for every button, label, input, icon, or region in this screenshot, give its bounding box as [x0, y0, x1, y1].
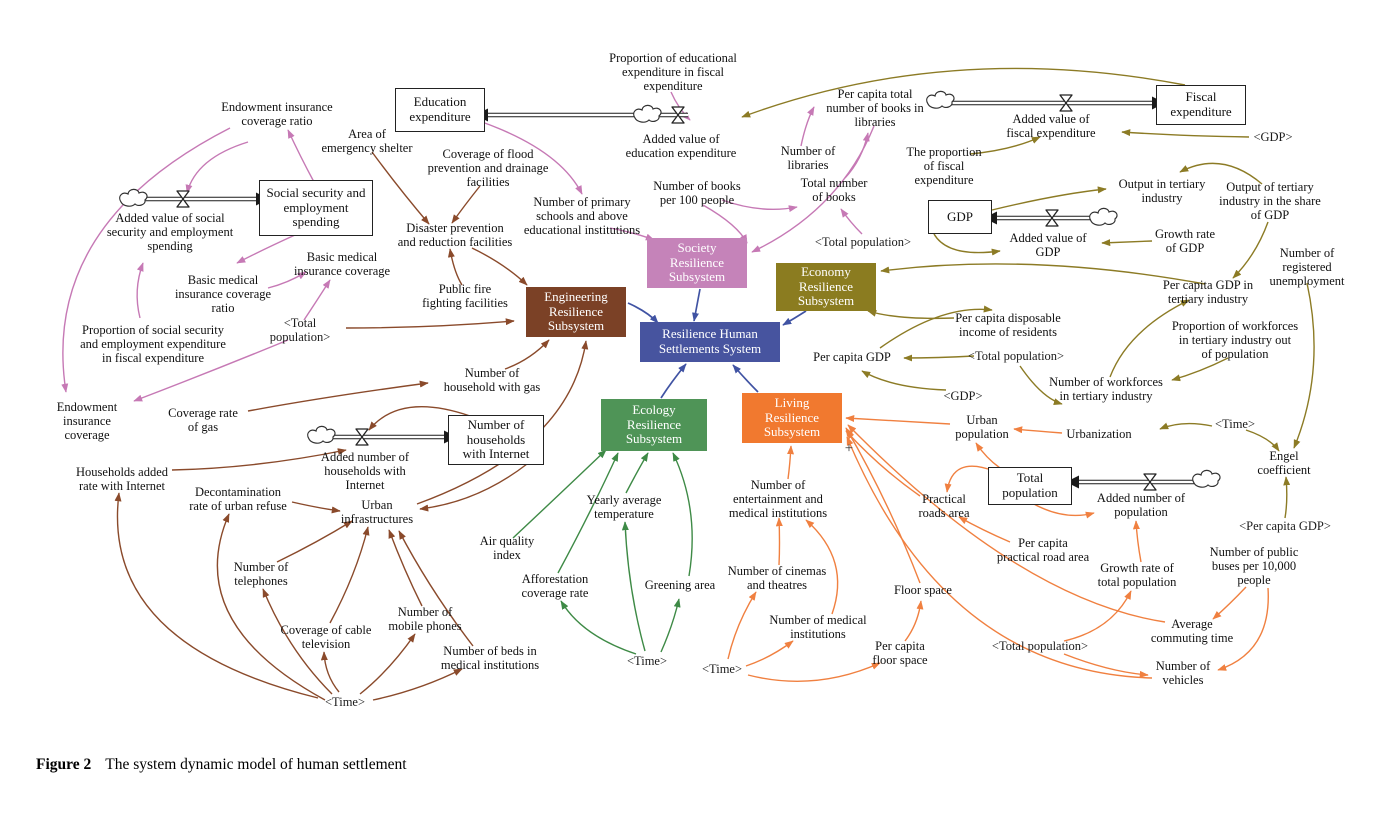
- causal-link-pink: [288, 130, 314, 182]
- added-value-education-expenditure: Added value of education expenditure: [625, 132, 737, 160]
- causal-link-pink: [137, 263, 143, 318]
- society-subsystem: Society Resilience Subsystem: [647, 238, 747, 288]
- causal-link-olive: [742, 68, 1185, 117]
- causal-link-brown: [248, 383, 428, 411]
- basic-medical-insurance-coverage: Basic medical insurance coverage: [293, 250, 391, 278]
- number-cinemas-theatres: Number of cinemas and theatres: [727, 564, 827, 592]
- proportion-workforces-tertiary: Proportion of workforces in tertiary industry out of population: [1171, 319, 1299, 361]
- causal-link-brown: [420, 464, 527, 509]
- causal-link-orange: [748, 663, 880, 681]
- causal-link-olive: [904, 356, 974, 358]
- engineering-subsystem: Engineering Resilience Subsystem: [526, 287, 626, 337]
- flow-pipe: [1066, 470, 1220, 490]
- number-of-libraries: Number of libraries: [780, 144, 836, 172]
- proportion-educational-expenditure: Proportion of educational expenditure in fiscal expenditure: [609, 51, 737, 93]
- internet-households-stock: Number of households with Internet: [448, 415, 544, 465]
- causal-link-olive: [881, 264, 1205, 284]
- coverage-flood-prevention: Coverage of flood prevention and drainage facilities: [427, 147, 549, 189]
- households-added-rate-internet: Households added rate with Internet: [76, 465, 168, 493]
- plus-sign: +: [844, 440, 854, 457]
- figure-caption: [36, 756, 407, 774]
- causal-link-orange: [947, 466, 994, 492]
- total-population-shadow-living: <Total population>: [991, 639, 1089, 653]
- causal-link-olive: [862, 371, 946, 390]
- average-commuting-time: Average commuting time: [1150, 617, 1234, 645]
- causal-link-brown: [117, 493, 318, 698]
- added-number-population: Added number of population: [1096, 491, 1186, 519]
- engel-coefficient: Engel coefficient: [1257, 449, 1311, 477]
- causal-link-olive: [992, 189, 1106, 210]
- growth-rate-total-population: Growth rate of total population: [1097, 561, 1177, 589]
- causal-link-brown: [292, 502, 340, 511]
- total-population-shadow-economy: <Total population>: [967, 349, 1065, 363]
- causal-link-blue: [628, 303, 658, 323]
- per-capita-gdp: Per capita GDP: [813, 350, 891, 364]
- number-medical-institutions: Number of medical institutions: [769, 613, 867, 641]
- causal-link-orange: [905, 601, 921, 641]
- causal-link-olive: [934, 234, 1000, 253]
- ecology-subsystem: Ecology Resilience Subsystem: [601, 399, 707, 451]
- causal-link-blue: [661, 364, 686, 398]
- causal-link-pink: [801, 107, 814, 146]
- per-capita-gdp-shadow: <Per capita GDP>: [1239, 519, 1331, 533]
- causal-link-brown: [277, 521, 352, 562]
- figure-title: The system dynamic model of human settlement: [105, 756, 407, 773]
- air-quality-index: Air quality index: [479, 534, 535, 562]
- causal-link-brown: [373, 669, 462, 700]
- cloud-icon: [308, 426, 335, 443]
- per-capita-practical-road-area: Per capita practical road area: [996, 536, 1090, 564]
- coverage-rate-of-gas: Coverage rate of gas: [168, 406, 238, 434]
- per-capita-gdp-tertiary: Per capita GDP in tertiary industry: [1162, 278, 1254, 306]
- causal-link-olive: [1233, 222, 1268, 278]
- gdp-stock: GDP: [928, 200, 992, 234]
- endowment-insurance-coverage: Endowment insurance coverage: [56, 400, 118, 442]
- gdp-shadow-top: <GDP>: [1253, 130, 1293, 144]
- causal-link-pink: [187, 142, 248, 193]
- flow-pipe: [984, 208, 1117, 226]
- time-shadow-ecology: <Time>: [626, 654, 668, 668]
- causal-link-olive: [868, 311, 954, 318]
- gdp-shadow-mid: <GDP>: [943, 389, 983, 403]
- figure-label: Figure 2: [36, 756, 92, 773]
- time-shadow-economy: <Time>: [1214, 417, 1256, 431]
- output-tertiary-industry: Output in tertiary industry: [1118, 177, 1206, 205]
- disaster-prevention-facilities: Disaster prevention and reduction facilities: [397, 221, 513, 249]
- total-population-stock: Total population: [988, 467, 1072, 505]
- number-workforces-tertiary: Number of workforces in tertiary industry: [1049, 375, 1163, 403]
- causal-link-green: [625, 522, 645, 651]
- causal-link-brown: [346, 321, 514, 328]
- number-books-per-100: Number of books per 100 people: [653, 179, 741, 207]
- causal-link-brown: [505, 340, 549, 369]
- practical-roads-area: Practical roads area: [918, 492, 970, 520]
- afforestation-coverage-rate: Afforestation coverage rate: [521, 572, 589, 600]
- causal-link-olive: [1246, 430, 1279, 451]
- added-value-fiscal-expenditure: Added value of fiscal expenditure: [1006, 112, 1096, 140]
- causal-link-blue: [733, 365, 758, 392]
- flow-pipe: [927, 91, 1165, 111]
- causal-link-blue: [694, 289, 700, 321]
- causal-link-olive: [1294, 283, 1314, 448]
- per-capita-floor-space: Per capita floor space: [872, 639, 928, 667]
- number-primary-schools: Number of primary schools and above educational institutions: [523, 195, 641, 237]
- causal-link-brown: [172, 450, 346, 470]
- number-of-vehicles: Number of vehicles: [1155, 659, 1211, 687]
- basic-medical-insurance-coverage-ratio: Basic medical insurance coverage ratio: [174, 273, 272, 315]
- proportion-fiscal-expenditure: The proportion of fiscal expenditure: [906, 145, 982, 187]
- causal-link-orange: [846, 431, 920, 496]
- cloud-icon: [1193, 470, 1220, 487]
- causal-link-brown: [372, 152, 429, 224]
- causal-link-brown: [324, 652, 339, 692]
- total-population-shadow-society: <Total population>: [814, 235, 912, 249]
- causal-link-brown: [450, 249, 462, 285]
- causal-link-olive: [1172, 358, 1228, 380]
- number-household-with-gas: Number of household with gas: [443, 366, 541, 394]
- causal-link-pink: [237, 235, 295, 263]
- causal-link-brown: [330, 527, 368, 623]
- greening-area: Greening area: [644, 578, 716, 592]
- number-public-buses: Number of public buses per 10,000 people: [1209, 545, 1299, 587]
- time-shadow-living: <Time>: [701, 662, 743, 676]
- cloud-icon: [927, 91, 954, 108]
- causal-link-orange: [1136, 521, 1141, 562]
- floor-space: Floor space: [894, 583, 952, 597]
- causal-link-green: [673, 453, 692, 576]
- number-mobile-phones: Number of mobile phones: [388, 605, 462, 633]
- growth-rate-gdp: Growth rate of GDP: [1154, 227, 1216, 255]
- coverage-cable-television: Coverage of cable television: [280, 623, 372, 651]
- causal-link-brown: [472, 248, 527, 285]
- cloud-icon: [1090, 208, 1117, 225]
- causal-link-orange: [788, 446, 791, 479]
- flow-pipe: [475, 105, 688, 123]
- endowment-insurance-coverage-ratio: Endowment insurance coverage ratio: [221, 100, 333, 128]
- yearly-average-temperature: Yearly average temperature: [586, 493, 662, 521]
- causal-link-orange: [746, 641, 793, 666]
- causal-link-olive: [1160, 424, 1212, 429]
- urban-infrastructures: Urban infrastructures: [340, 498, 414, 526]
- causal-link-olive: [1122, 132, 1249, 137]
- causal-link-green: [561, 601, 636, 654]
- living-subsystem: Living Resilience Subsystem: [742, 393, 842, 443]
- causal-link-orange: [846, 418, 950, 424]
- fiscal-expenditure-stock: Fiscal expenditure: [1156, 85, 1246, 125]
- number-beds-medical: Number of beds in medical institutions: [440, 644, 540, 672]
- causal-link-olive: [1285, 477, 1287, 518]
- resilience-human-settlements-system: Resilience Human Settlements System: [640, 322, 780, 362]
- causal-link-pink: [304, 280, 330, 320]
- urbanization: Urbanization: [1066, 427, 1132, 441]
- number-of-telephones: Number of telephones: [233, 560, 289, 588]
- social-security-spending-stock: Social security and employment spending: [259, 180, 373, 236]
- time-shadow-infrastructure: <Time>: [324, 695, 366, 709]
- total-number-of-books: Total number of books: [800, 176, 868, 204]
- urban-population: Urban population: [955, 413, 1009, 441]
- causal-link-pink: [841, 209, 862, 234]
- economy-subsystem: Economy Resilience Subsystem: [776, 263, 876, 311]
- per-capita-books-libraries: Per capita total number of books in libraries: [826, 87, 924, 129]
- number-entertainment-medical: Number of entertainment and medical institutions: [728, 478, 828, 520]
- proportion-social-security-expenditure: Proportion of social security and employment expenditure in fiscal expenditure: [80, 323, 226, 365]
- flow-pipe: [308, 426, 457, 445]
- causal-link-orange: [976, 443, 1000, 468]
- causal-link-green: [626, 453, 648, 493]
- decontamination-rate-urban-refuse: Decontamination rate of urban refuse: [189, 485, 287, 513]
- causal-link-pink: [845, 133, 868, 178]
- causal-link-orange: [728, 592, 756, 659]
- added-value-gdp: Added value of GDP: [1009, 231, 1087, 259]
- causal-link-orange: [1213, 587, 1246, 619]
- causal-link-blue: [783, 311, 806, 325]
- causal-link-olive: [1102, 241, 1152, 243]
- per-capita-disposable-income: Per capita disposable income of residents: [955, 311, 1061, 339]
- causal-link-orange: [1014, 429, 1062, 433]
- causal-link-orange: [846, 428, 920, 583]
- cloud-icon: [634, 105, 661, 122]
- public-fire-fighting-facilities: Public fire fighting facilities: [422, 282, 508, 310]
- causal-link-orange: [1064, 591, 1131, 641]
- causal-link-orange: [779, 518, 780, 565]
- added-value-social-security-spending: Added value of social security and employment spending: [106, 211, 234, 253]
- number-registered-unemployment: Number of registered unemployment: [1269, 246, 1345, 288]
- education-expenditure-stock: Education expenditure: [395, 88, 485, 132]
- total-population-shadow-left: <Total population>: [269, 316, 331, 344]
- causal-link-brown: [452, 186, 480, 223]
- causal-link-brown: [389, 530, 422, 606]
- causal-link-orange: [1064, 654, 1148, 675]
- added-number-households-internet: Added number of households with Internet: [320, 450, 410, 492]
- flow-pipe: [120, 189, 269, 207]
- area-of-emergency-shelter: Area of emergency shelter: [321, 127, 413, 155]
- cloud-icon: [120, 189, 147, 206]
- output-tertiary-share-gdp: Output of tertiary industry in the share of GDP: [1219, 180, 1321, 222]
- causal-link-green: [661, 599, 679, 652]
